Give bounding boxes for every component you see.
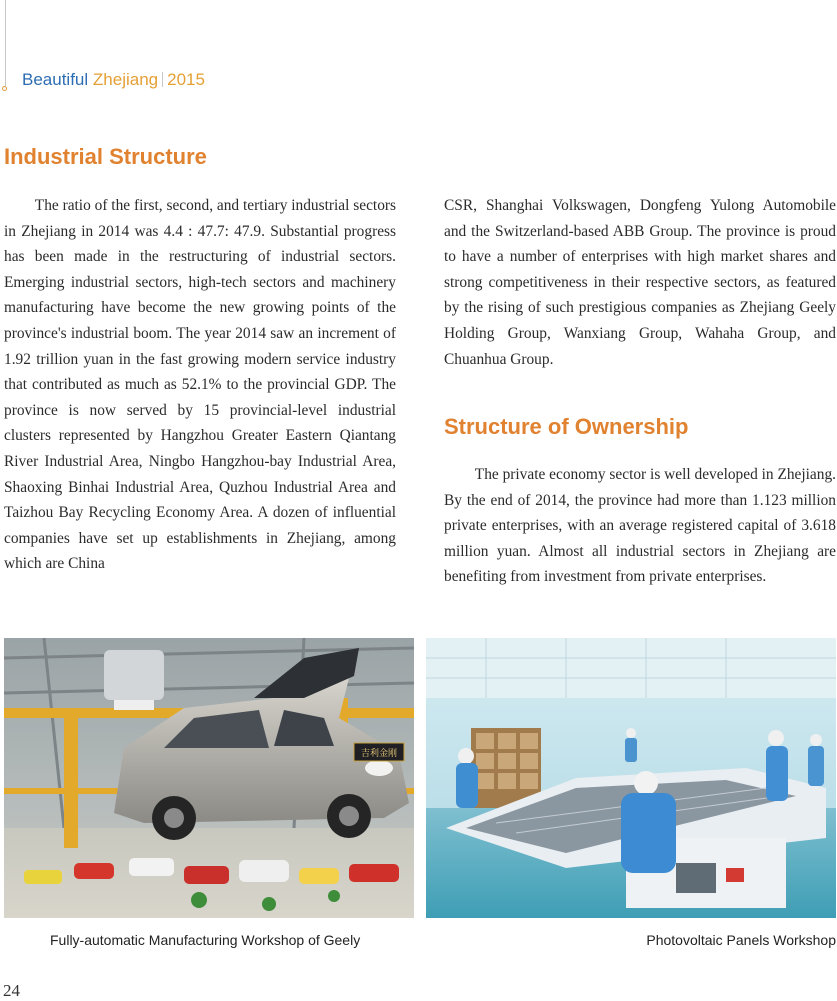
industrial-structure-continued: CSR, Shanghai Volkswagen, Dongfeng Yulong Automobile and the Switzerland-based ABB Group. The province is proud to have a number of enterprises with high market shares and strong competitiveness in their respective sectors, as featured by the rising of such prestigious companies as Zhejiang Geely Holding Group, Wanxiang Group, Wahaha Group, and Chuanhua Group. (444, 197, 836, 368)
section-title-industrial-structure: Industrial Structure (4, 144, 207, 169)
section-title-ownership: Structure of Ownership (444, 414, 689, 439)
ownership-paragraph: The private economy sector is well developed in Zhejiang. By the end of 2014, the province had more than 1.123 million private enterprises, with an average registered capital of 3.618 million yuan. Almost all industrial sectors in Zhejiang are benefiting from investment from private enterprises. (444, 466, 836, 586)
industrial-structure-paragraph: The ratio of the first, second, and tertiary industrial sectors in Zhejiang in 2014 was 4.4 : 47.7: 47.9. Substantial progress has been made in the restructuring of industrial sectors. Emerging industrial sectors, high-tech sectors and machinery manufacturing have become the new growing points of the province's industrial boom. The year 2014 saw an increment of 1.92 trillion yuan in the fast growing modern service industry that contributed as much as 52.1% to the provincial GDP. The province is now served by 15 provincial-level industrial clusters represented by Hangzhou Greater Eastern Qiantang River Industrial Area, Ningbo Hangzhou-bay Industrial Area, Shaoxing Binhai Industrial Area, Quzhou Industrial Area and Taizhou Bay Recycling Economy Area. A dozen of influential companies have set up establishments in Zhejiang, among which are China (4, 197, 396, 573)
caption-geely-workshop: Fully-automatic Manufacturing Workshop of Geely (50, 932, 361, 948)
photo-geely-workshop (4, 638, 414, 918)
page-number: 24 (3, 981, 20, 1000)
running-header (22, 70, 205, 90)
left-column (4, 193, 396, 577)
right-column-top (444, 193, 836, 372)
header-year: 2015 (167, 70, 205, 89)
header-dot (2, 86, 7, 91)
photo-photovoltaic-workshop (426, 638, 836, 918)
caption-photovoltaic-workshop: Photovoltaic Panels Workshop (646, 932, 836, 948)
header-separator (162, 72, 163, 87)
car-line-sign: 吉利金刚 (360, 749, 398, 759)
right-column-bottom (444, 462, 836, 590)
header-rule (5, 0, 6, 86)
header-word-zhejiang: Zhejiang (92, 70, 159, 89)
header-word-beautiful: Beautiful (22, 70, 89, 89)
